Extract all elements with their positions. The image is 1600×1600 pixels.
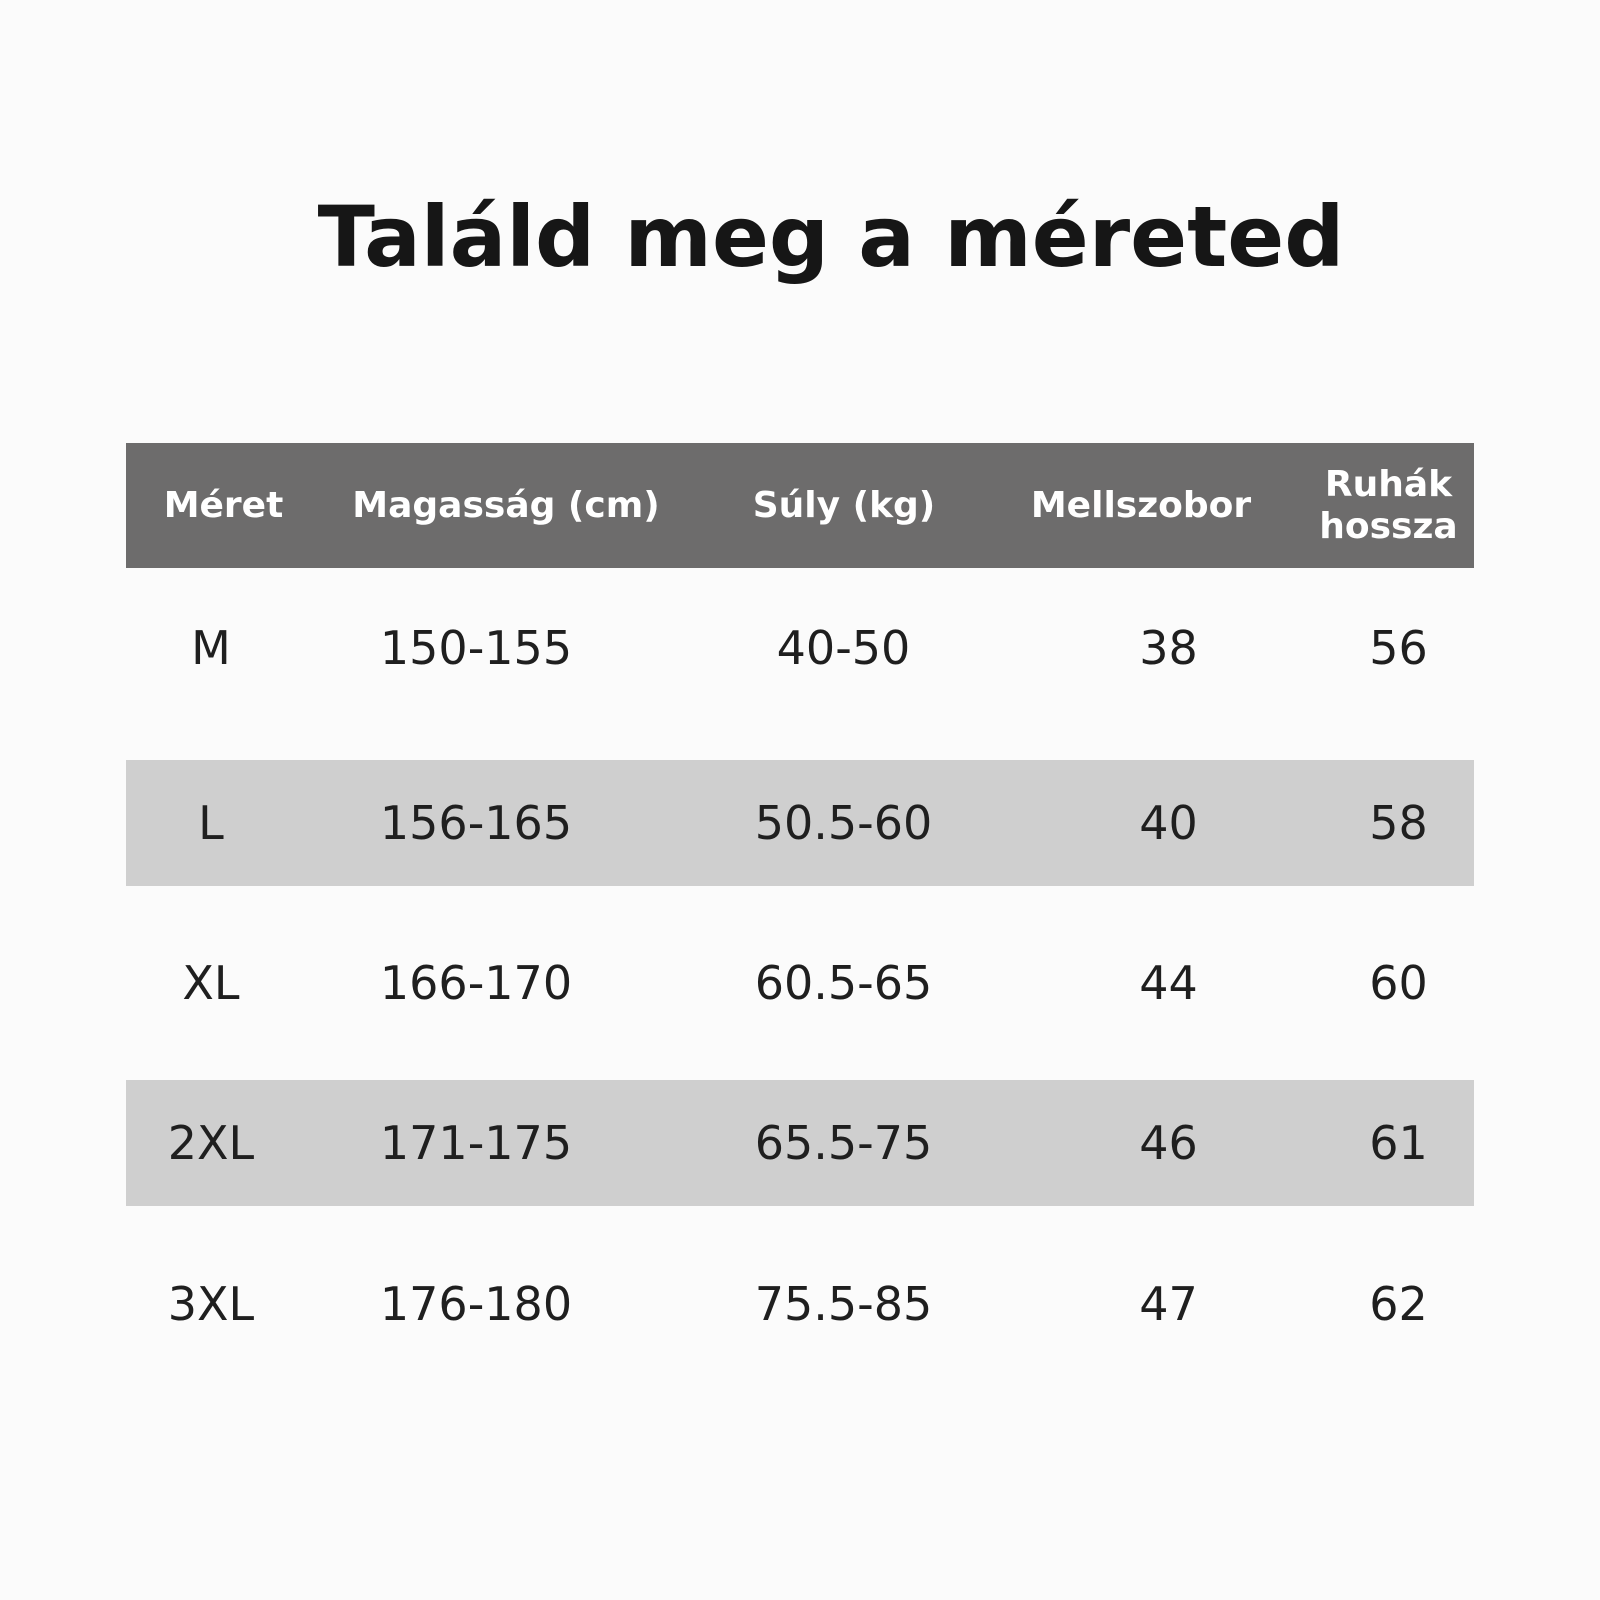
cell-height: 156-165 xyxy=(379,796,573,850)
table-row xyxy=(126,760,1474,886)
cell-size: L xyxy=(198,796,224,850)
cell-length: 58 xyxy=(1369,796,1428,850)
header-weight: Súly (kg) xyxy=(752,484,936,526)
cell-height: 176-180 xyxy=(379,1277,573,1331)
cell-bust: 44 xyxy=(1139,956,1198,1010)
cell-length: 62 xyxy=(1369,1277,1428,1331)
cell-size: XL xyxy=(182,956,240,1010)
header-size: Méret xyxy=(163,484,284,526)
cell-bust: 47 xyxy=(1139,1277,1198,1331)
cell-length: 61 xyxy=(1369,1116,1428,1170)
table-header-row xyxy=(126,443,1474,568)
cell-size: 2XL xyxy=(167,1116,255,1170)
header-length-line1: Ruhák xyxy=(1324,463,1453,505)
table-row xyxy=(126,1080,1474,1206)
cell-weight: 60.5-65 xyxy=(754,956,933,1010)
cell-weight: 75.5-85 xyxy=(754,1277,933,1331)
cell-weight: 40-50 xyxy=(776,621,911,675)
table-row xyxy=(126,568,1474,728)
header-length xyxy=(1311,443,1466,568)
cell-size: M xyxy=(191,621,231,675)
cell-bust: 40 xyxy=(1139,796,1198,850)
cell-bust: 38 xyxy=(1139,621,1198,675)
page-title: Találd meg a méreted xyxy=(317,188,1345,286)
cell-length: 56 xyxy=(1369,621,1428,675)
cell-bust: 46 xyxy=(1139,1116,1198,1170)
table-row xyxy=(126,886,1474,1080)
size-chart-table xyxy=(126,443,1474,1402)
cell-height: 171-175 xyxy=(379,1116,573,1170)
cell-weight: 50.5-60 xyxy=(754,796,933,850)
cell-height: 150-155 xyxy=(379,621,573,675)
header-length-line2: hossza xyxy=(1319,505,1458,547)
cell-size: 3XL xyxy=(167,1277,255,1331)
header-bust: Mellszobor xyxy=(1030,484,1252,526)
cell-height: 166-170 xyxy=(379,956,573,1010)
cell-length: 60 xyxy=(1369,956,1428,1010)
table-row xyxy=(126,1206,1474,1402)
header-height: Magasság (cm) xyxy=(352,484,660,526)
cell-weight: 65.5-75 xyxy=(754,1116,933,1170)
